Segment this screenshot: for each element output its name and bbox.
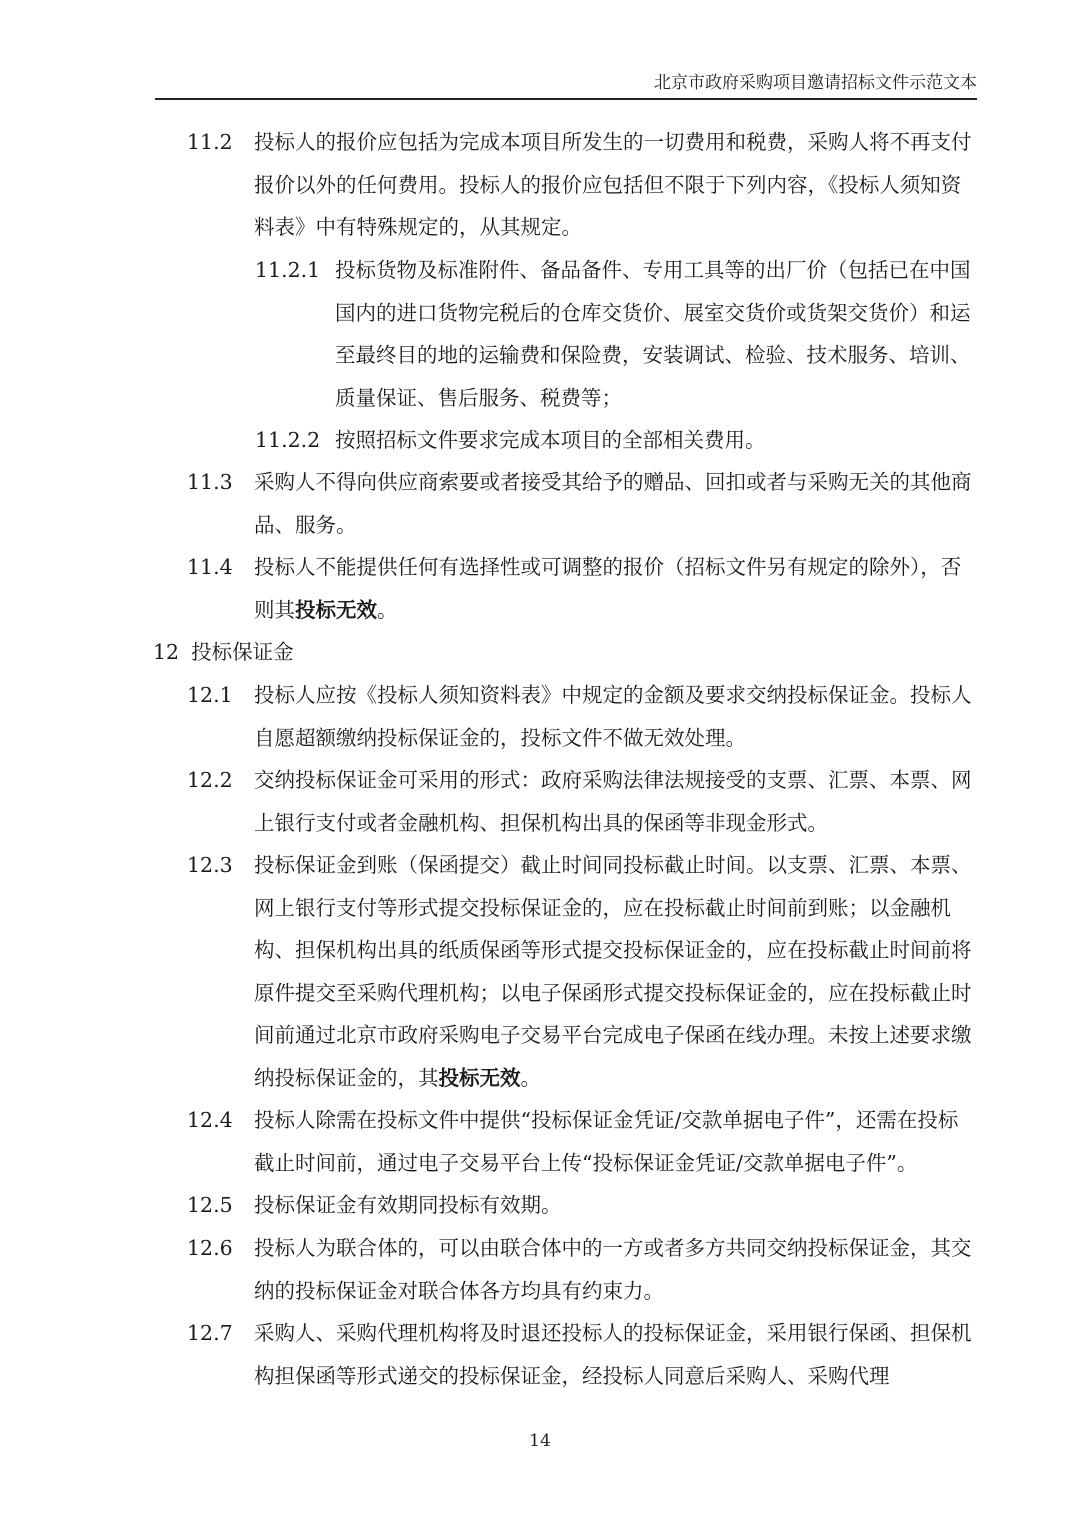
clause-text: 投标保证金有效期同投标有效期。 <box>254 1193 562 1217</box>
clause-text: 投标人应按《投标人须知资料表》中规定的金额及要求交纳投标保证金。投标人自愿超额缴纳投标保证金的，投标文件不做无效处理。 <box>254 683 972 750</box>
clause-number: 11.4 <box>187 555 233 579</box>
clause-text-tail: 。 <box>520 1065 541 1090</box>
page-header <box>155 72 977 100</box>
clause-number: 11.2.2 <box>255 428 321 452</box>
clause-number: 12.2 <box>187 768 233 792</box>
clause-text-body: 投标保证金到账（保函提交）截止时间同投标截止时间。以支票、汇票、本票、网上银行支付等形式提交投标保证金的，应在投标截止时间前到账；以金融机构、担保机构出具的纸质保函等形式提交投标保证金的，应在投标截止时间前将原件提交至采购代理机构；以电子保函形式提交投标保证金的，应在投标截止时间前通过北京市政府采购电子交易平台完成电子保函在线办理。未按上述要求缴纳投标保证金的，其 <box>254 853 972 1090</box>
header-title: 北京市政府采购项目邀请招标文件示范文本 <box>654 73 977 93</box>
clause-number: 12.1 <box>187 683 233 707</box>
clause-text: 采购人不得向供应商索要或者接受其给予的赠品、回扣或者与采购无关的其他商品、服务。 <box>254 470 972 537</box>
clause-text-tail: 。 <box>377 597 398 622</box>
clause-text: 采购人、采购代理机构将及时退还投标人的投标保证金，采用银行保函、担保机构担保函等形式递交的投标保证金，经投标人同意后采购人、采购代理 <box>254 1321 972 1388</box>
clause-text: 投标货物及标准附件、备品备件、专用工具等的出厂价（包括已在中国国内的进口货物完税后的仓库交货价、展室交货价或货架交货价）和运至最终目的地的运输费和保险费，安装调试、检验、技术服务、培训、质量保证、售后服务、税费等； <box>335 258 971 410</box>
clause-number: 11.2.1 <box>255 258 321 282</box>
clause-text: 投标人为联合体的，可以由联合体中的一方或者多方共同交纳投标保证金，其交纳的投标保证金对联合体各方均具有约束力。 <box>254 1236 972 1303</box>
clause-text: 按照招标文件要求完成本项目的全部相关费用。 <box>335 428 766 452</box>
clause-text: 交纳投标保证金可采用的形式：政府采购法律法规接受的支票、汇票、本票、网上银行支付或者金融机构、担保机构出具的保函等非现金形式。 <box>254 768 972 835</box>
clause-text-body: 投标人不能提供任何有选择性或可调整的报价（招标文件另有规定的除外），否则其 <box>254 555 962 622</box>
section-12-heading <box>153 631 294 674</box>
clause-number: 12.5 <box>187 1193 233 1217</box>
clause-number: 12.3 <box>187 853 233 877</box>
clause-number: 12.6 <box>187 1236 233 1260</box>
clause-number: 11.2 <box>187 130 233 154</box>
invalid-bid-emphasis: 投标无效 <box>438 1065 521 1090</box>
section-title: 投标保证金 <box>191 640 294 664</box>
clause-number: 12.7 <box>187 1321 233 1345</box>
clause-text <box>254 546 977 631</box>
invalid-bid-emphasis: 投标无效 <box>295 597 377 622</box>
section-number: 12 <box>153 640 180 664</box>
clause-text <box>254 844 977 1100</box>
page-number: 14 <box>529 1431 551 1451</box>
clause-number: 11.3 <box>187 470 233 494</box>
clause-number: 12.4 <box>187 1108 233 1132</box>
clause-text: 投标人除需在投标文件中提供“投标保证金凭证/交款单据电子件”，还需在投标截止时间前，通过电子交易平台上传“投标保证金凭证/交款单据电子件”。 <box>254 1108 959 1175</box>
clause-text: 投标人的报价应包括为完成本项目所发生的一切费用和税费，采购人将不再支付报价以外的任何费用。投标人的报价应包括但不限于下列内容，《投标人须知资料表》中有特殊规定的，从其规定。 <box>254 130 972 240</box>
